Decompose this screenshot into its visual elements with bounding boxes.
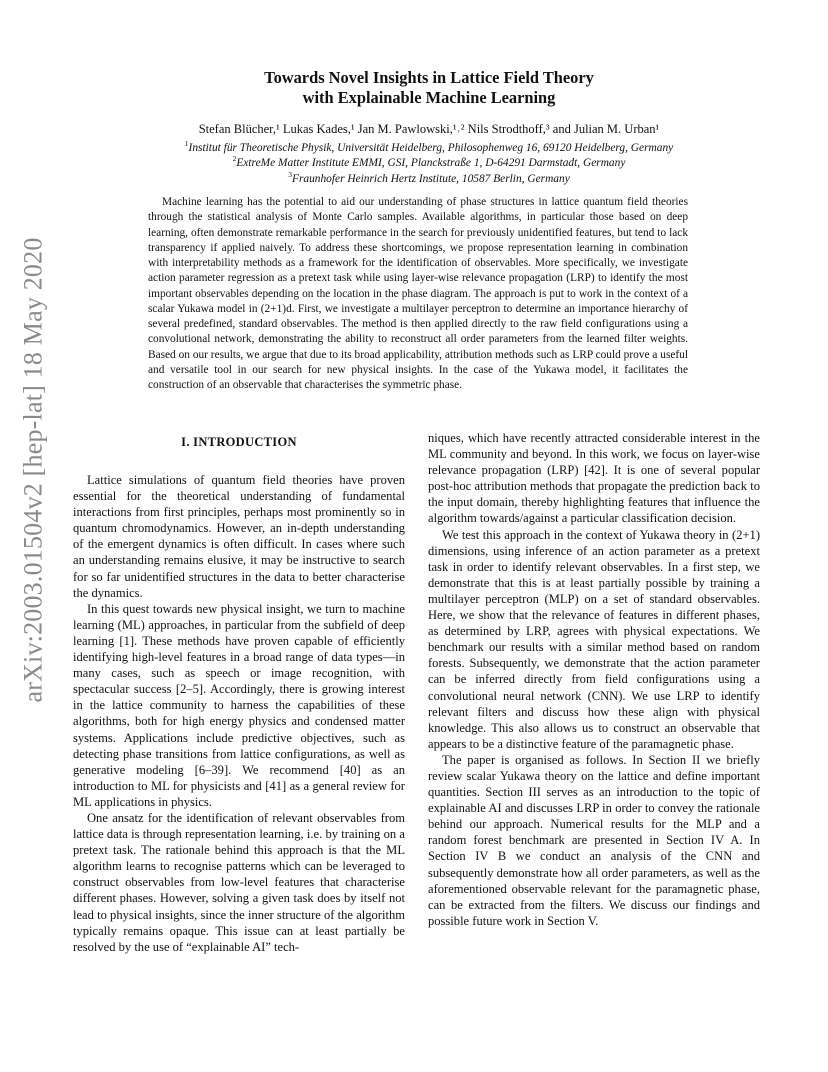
affiliations [100,141,758,187]
body-paragraph: Lattice simulations of quantum field theories have proven essential for the theoretical understanding of fundamental interactions from first principles, perhaps most prominently so in quantum chromodynamics. However, an in-depth understanding of the emergent dynamics is often difficult. In cases where such an understanding remains elusive, it may be instructive to search for so far unidentified structures in the data to better characterise the dynamics. [73,473,405,600]
affiliation-1: $^1$Institut für Theoretische Physik, Universität Heidelberg, Philosophenweg 16, 69120 Heidelberg, Germany [184,139,674,154]
body-paragraph: One ansatz for the identification of relevant observables from lattice data is through representation learning, i.e. by training on a pretext task. The rationale behind this approach is that the ML algorithm learns to recognise patterns which can be leveraged to construct observables from low-level features that characterise different phases. However, solving a given task does by itself not lead to physical insights, since the inner structure of the algorithm typically remains opaque. This issue can at least partially be resolved by the use of “explainable AI” tech- [73,810,405,954]
arxiv-identifier-stamp: arXiv:2003.01504v2 [hep-lat] 18 May 2020 [19,237,48,703]
title-line-2: with Explainable Machine Learning [302,88,556,107]
body-paragraph: In this quest towards new physical insight, we turn to machine learning (ML) approaches, in particular from the subfield of deep learning [1]. These methods have proven capable of efficiently identifying high-level features in a broad range of data types—in many cases, such as speech or image recognition, with spectacular success [2–5]. Accordingly, there is growing interest in the lattice community to harness the capabilities of these algorithms, both for high energy physics and condensed matter systems. Applications include predictive objectives, such as detecting phase transitions from lattice configurations, as well as generative modeling [6–39]. We recommend [40] as an introduction to ML for physicists and [41] as a general review for ML applications in physics. [73,601,405,809]
abstract: Machine learning has the potential to aid our understanding of phase structures in lattice quantum field theories through the statistical analysis of Monte Carlo samples. Available algorithms, in particular those based on deep learning, often demonstrate remarkable performance in the search for previously unidentified features, but tend to lack transparency if applied naively. To address these shortcomings, we propose representation learning in combination with interpretability methods as a framework for the identification of observables. More specifically, we investigate action parameter regression as a pretext task while using layer-wise relevance propagation (LRP) to identify the most important observables depending on the location in the phase diagram. The approach is put to work in the context of a scalar Yukawa model in (2+1)d. First, we investigate a multilayer perceptron to determine an importance hierarchy of several predefined, standard observables. The method is then applied directly to the raw field configurations using a convolutional network, demonstrating the ability to reconstruct all order parameters from the learned filter weights. Based on our results, we argue that due to its broad applicability, attribution methods such as LRP could prove a useful and versatile tool in our search for new physical insights. In the case of the Yukawa model, it facilitates the construction of an observable that characterises the symmetric phase. [148,196,688,391]
title-line-1: Towards Novel Insights in Lattice Field Theory [264,68,594,87]
affiliation-3: $^3$Fraunhofer Heinrich Hertz Institute, 10587 Berlin, Germany [288,169,570,185]
body-paragraph: The paper is organised as follows. In Section II we briefly review scalar Yukawa theory on the lattice and define important quantities. Section III serves as an introduction to the topic of explainable AI and discusses LRP in order to convey the rationale behind our approach. Numerical results for the MLP and a random forest benchmark are presented in Section IV A. In Section IV B we conduct an analysis of the CNN and subsequently demonstrate how all order parameters, as well as the aforementioned observable relevant for the paramagnetic phase, can be extracted from the filters. We discuss our findings and possible future work in Section V. [428,752,760,928]
body-paragraph-continued: niques, which have recently attracted considerable interest in the ML community and beyond. In this work, we focus on layer-wise relevance propagation (LRP) [42]. It is one of several popular post-hoc attribution methods that propagate the prediction back to the input domain, thereby highlighting features that influence the algorithm towards/against a particular classification decision. [428,431,760,526]
left-column [73,434,405,955]
paper-title [140,68,718,108]
author-list: Stefan Blücher,¹ Lukas Kades,¹ Jan M. Pawlowski,¹˒² Nils Strodthoff,³ and Julian M. Urban¹ [198,122,660,136]
body-paragraph: We test this approach in the context of Yukawa theory in (2+1) dimensions, using inference of an action parameter as a pretext task in order to identify relevant observables. In a first step, we demonstrate that this is at least partially possible by training a multilayer perceptron (MLP) on a set of standard observables. Here, we show that the relevance of features in different phases, as determined by LRP, agrees with physical expectations. We benchmark our results with a similar method based on random forests. Subsequently, we demonstrate that the action parameter can be inferred directly from field configurations using a convolutional neural network (CNN). We use LRP to identify relevant filters and discuss how these align with physical knowledge. This also allows us to construct an observable that appears to be a distinctive feature of the paramagnetic phase. [428,527,760,751]
affiliation-2: $^2$ExtreMe Matter Institute EMMI, GSI, Planckstraße 1, D-64291 Darmstadt, Germany [232,154,626,170]
right-column [428,430,760,929]
section-heading-introduction: I. INTRODUCTION [181,435,297,449]
